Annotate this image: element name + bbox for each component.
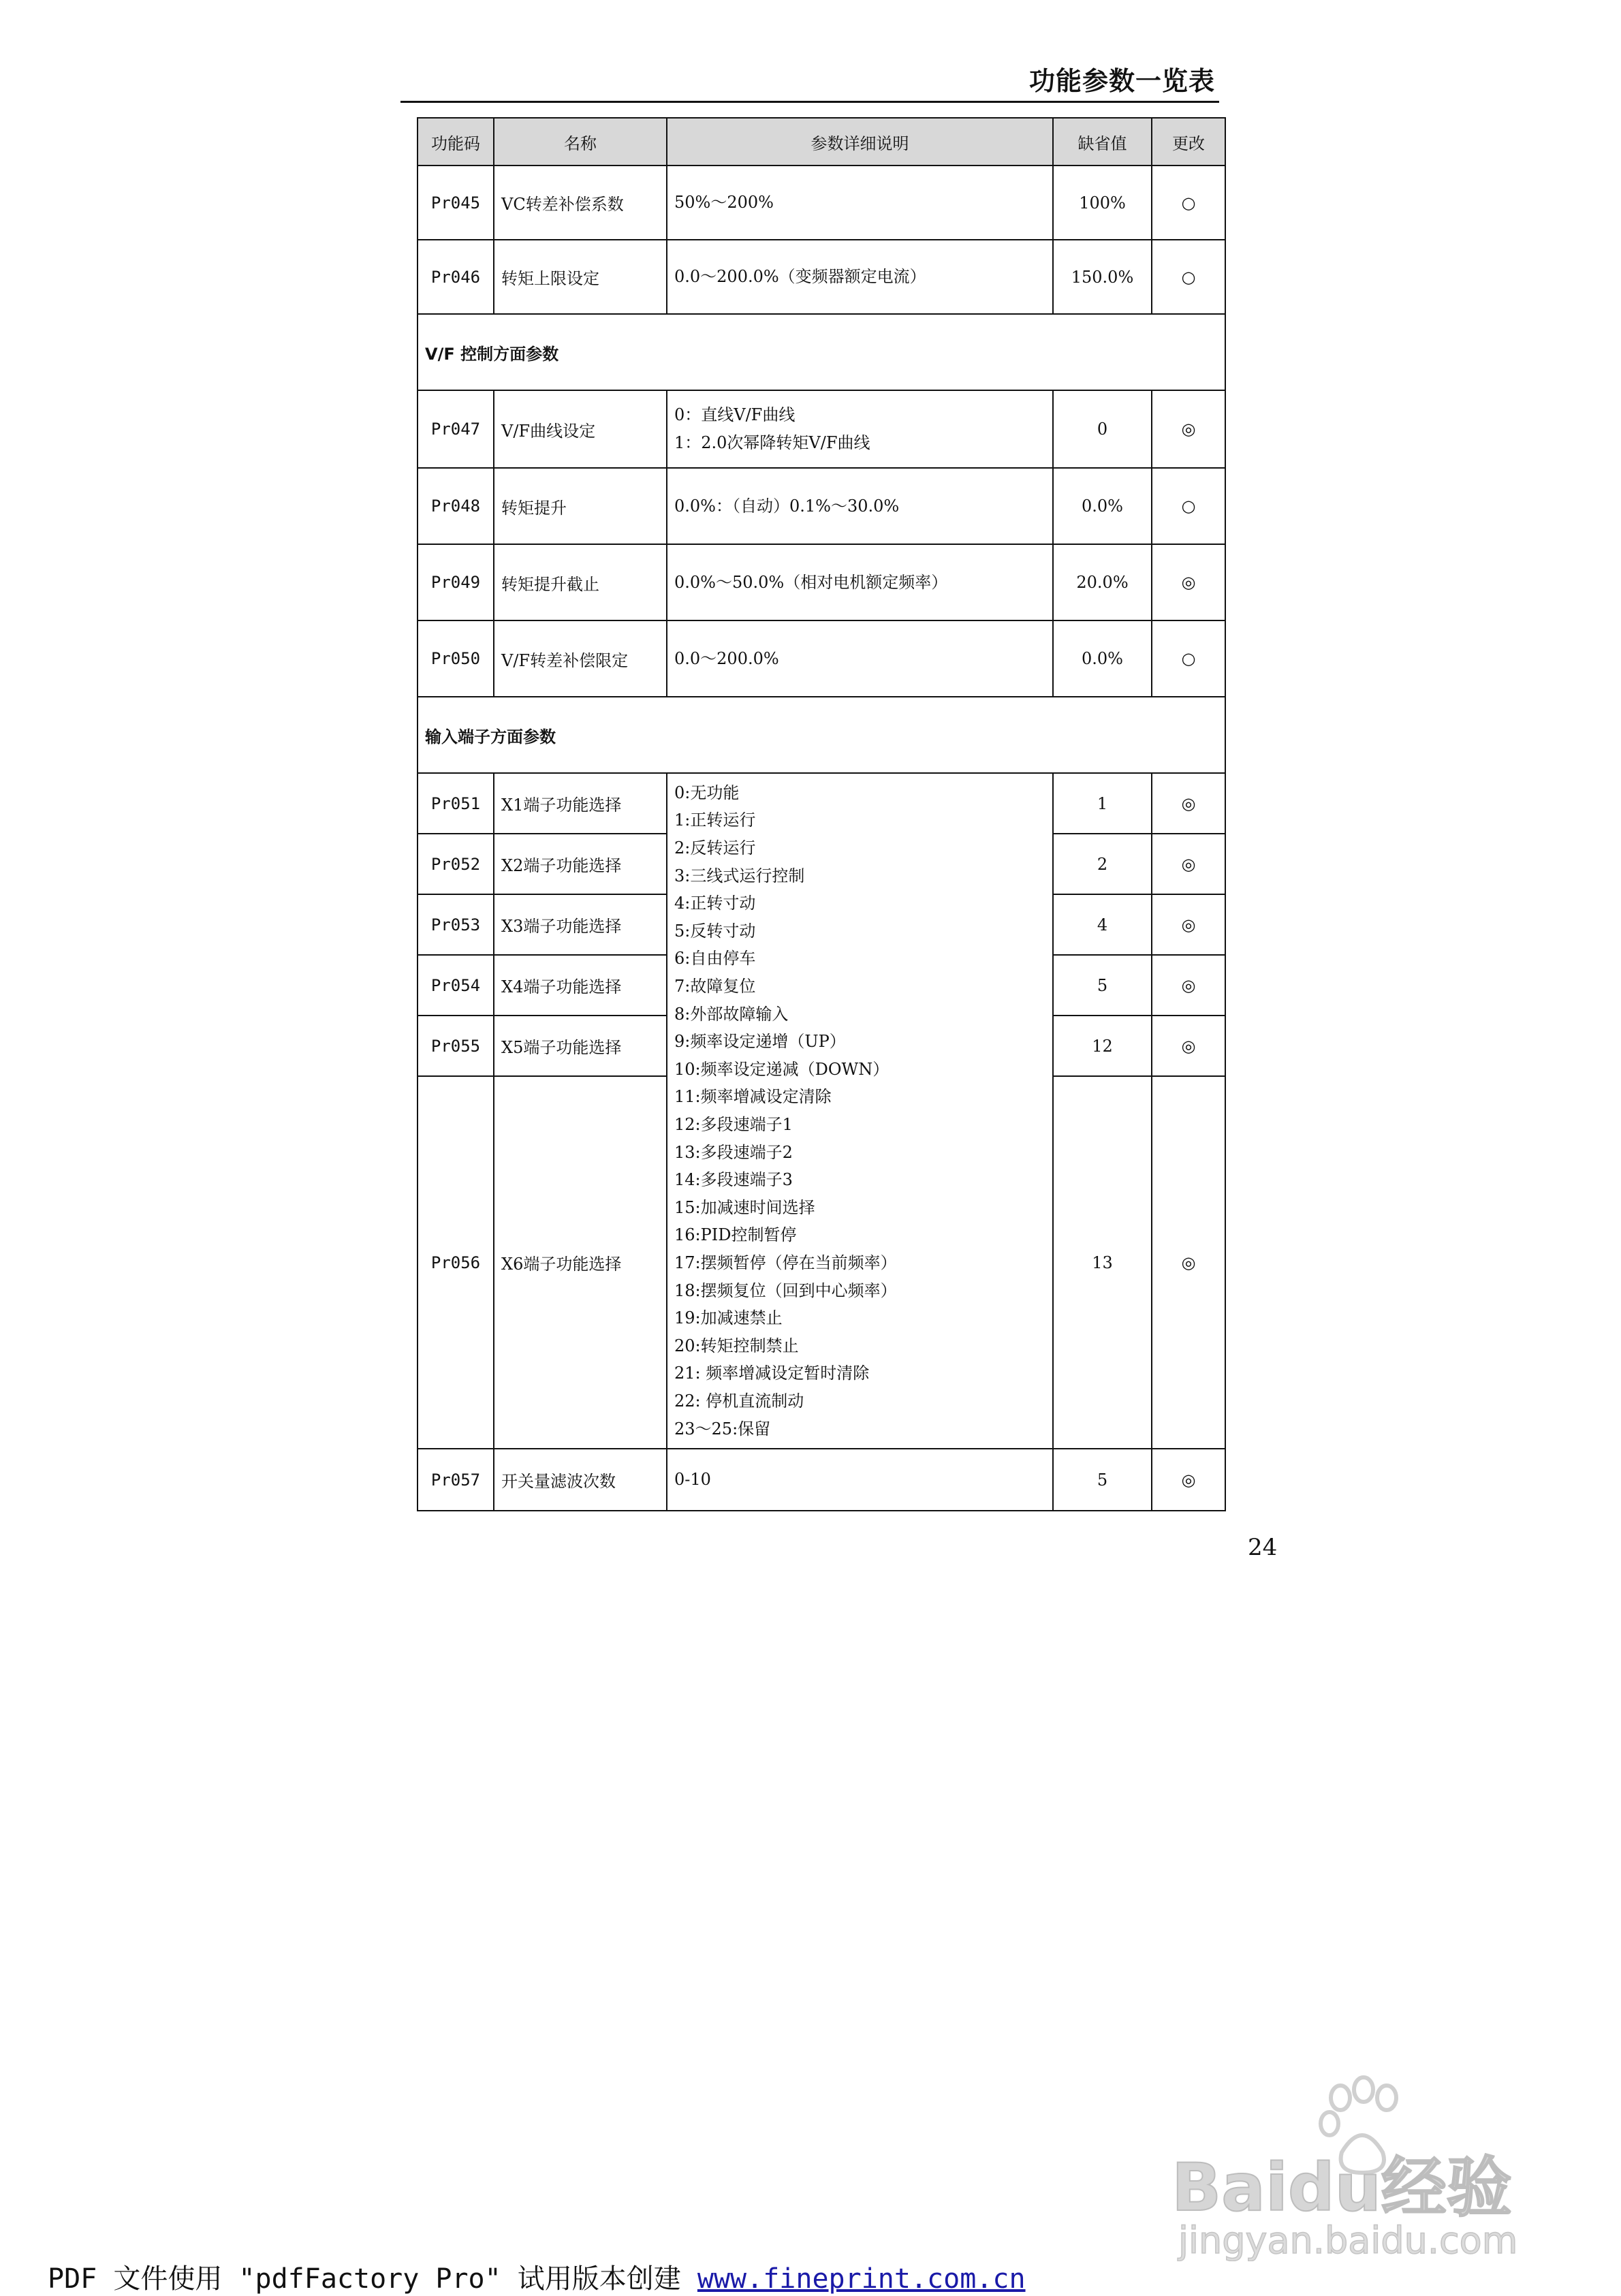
option-line: 6:自由停车 [674,949,756,969]
footer-text: PDF 文件使用 "pdfFactory Pro" 试用版本创建 [48,2263,697,2295]
column-header-default: 缺省值 [1053,118,1152,166]
option-line: 11:频率增减设定清除 [674,1087,832,1107]
param-description: 50%～200% [667,166,1053,240]
param-default: 12 [1053,1016,1152,1076]
param-change-mark: ◎ [1152,1076,1225,1449]
param-description: 0.0～200.0%（变频器额定电流） [667,240,1053,314]
param-default: 20.0% [1053,544,1152,620]
param-change-mark: ○ [1152,240,1225,314]
option-line: 19:加减速禁止 [674,1308,783,1328]
option-line: 13:多段速端子2 [674,1142,793,1162]
param-default: 150.0% [1053,240,1152,314]
param-name: X1端子功能选择 [494,773,667,834]
option-line: 22: 停机直流制动 [674,1391,804,1411]
baidu-jingyan-watermark [1158,2071,1539,2261]
column-header-code: 功能码 [418,118,494,166]
description-line: 0：直线V/F曲线 [674,405,796,425]
column-header-change: 更改 [1152,118,1225,166]
param-name: X3端子功能选择 [494,894,667,955]
param-default: 5 [1053,1449,1152,1511]
param-change-mark: ◎ [1152,773,1225,834]
param-name: X2端子功能选择 [494,834,667,894]
option-line: 2:反转运行 [674,838,756,858]
option-line: 3:三线式运行控制 [674,866,805,885]
watermark-domain: jingyan.baidu.com [1178,2219,1518,2261]
param-default: 1 [1053,773,1152,834]
param-name: 开关量滤波次数 [494,1449,667,1511]
table-row [418,240,1225,314]
option-line: 12:多段速端子1 [674,1115,793,1134]
option-line: 7:故障复位 [674,977,756,996]
param-code: Pr055 [418,1016,494,1076]
param-name: X6端子功能选择 [494,1076,667,1449]
param-change-mark: ○ [1152,468,1225,544]
param-code: Pr050 [418,620,494,697]
param-description [667,390,1053,468]
table-row [418,544,1225,620]
table-row [418,773,1225,834]
param-code: Pr057 [418,1449,494,1511]
param-description: 0-10 [667,1449,1053,1511]
param-change-mark: ◎ [1152,955,1225,1016]
option-line: 8:外部故障输入 [674,1004,789,1024]
param-name: 转矩提升截止 [494,544,667,620]
section-row [418,314,1225,390]
parameter-table [417,117,1226,1511]
section-row [418,697,1225,773]
watermark-brand: Baidu经验 [1171,2150,1512,2226]
option-line: 0:无功能 [674,783,740,802]
section-title-input: 输入端子方面参数 [418,697,1225,773]
param-name: X5端子功能选择 [494,1016,667,1076]
param-change-mark: ◎ [1152,544,1225,620]
param-code: Pr053 [418,894,494,955]
option-line: 14:多段速端子3 [674,1170,793,1190]
param-name: X4端子功能选择 [494,955,667,1016]
param-change-mark: ◎ [1152,834,1225,894]
param-change-mark: ○ [1152,620,1225,697]
param-code: Pr045 [418,166,494,240]
param-code: Pr047 [418,390,494,468]
param-default: 5 [1053,955,1152,1016]
pdf-footer [48,2257,1026,2296]
param-default: 13 [1053,1076,1152,1449]
table-row [418,468,1225,544]
param-default: 0 [1053,390,1152,468]
page-number: 24 [1248,1534,1278,1561]
param-description: 0.0%：（自动）0.1%～30.0% [667,468,1053,544]
table-row [418,620,1225,697]
table-row [418,1449,1225,1511]
option-line: 1:正转运行 [674,811,756,830]
terminal-function-options [667,773,1053,1449]
param-change-mark: ◎ [1152,390,1225,468]
table-header-row [418,118,1225,166]
param-name: V/F转差补偿限定 [494,620,667,697]
section-title-vf: V/F 控制方面参数 [418,314,1225,390]
option-line: 9:频率设定递增（UP） [674,1032,846,1052]
option-line: 15:加减速时间选择 [674,1197,815,1217]
option-line: 20:转矩控制禁止 [674,1336,799,1355]
param-name: 转矩提升 [494,468,667,544]
option-line: 10:频率设定递减（DOWN） [674,1059,890,1079]
option-line: 16:PID控制暂停 [674,1225,797,1245]
table-row [418,390,1225,468]
footer-link[interactable]: www.fineprint.com.cn [697,2263,1026,2295]
table-row [418,166,1225,240]
column-header-description: 参数详细说明 [667,118,1053,166]
option-line: 5:反转寸动 [674,921,756,941]
param-default: 0.0% [1053,620,1152,697]
option-line: 21: 频率增减设定暂时清除 [674,1364,870,1383]
page-header-title: 功能参数一览表 [1028,66,1215,96]
param-change-mark: ◎ [1152,1016,1225,1076]
param-code: Pr052 [418,834,494,894]
param-name: 转矩上限设定 [494,240,667,314]
option-line: 23～25:保留 [674,1419,771,1438]
description-line: 1：2.0次幂降转矩V/F曲线 [674,433,870,452]
param-description: 0.0～200.0% [667,620,1053,697]
option-line: 17:摆频暂停（停在当前频率） [674,1253,897,1272]
column-header-name: 名称 [494,118,667,166]
param-default: 100% [1053,166,1152,240]
param-code: Pr049 [418,544,494,620]
option-line: 4:正转寸动 [674,894,756,913]
param-default: 0.0% [1053,468,1152,544]
header-rule [400,101,1219,103]
param-code: Pr056 [418,1076,494,1449]
param-code: Pr048 [418,468,494,544]
option-line: 18:摆频复位（回到中心频率） [674,1280,897,1300]
param-name: V/F曲线设定 [494,390,667,468]
param-change-mark: ◎ [1152,1449,1225,1511]
param-default: 2 [1053,834,1152,894]
param-default: 4 [1053,894,1152,955]
param-code: Pr051 [418,773,494,834]
param-description: 0.0%～50.0%（相对电机额定频率） [667,544,1053,620]
param-code: Pr054 [418,955,494,1016]
param-code: Pr046 [418,240,494,314]
param-name: VC转差补偿系数 [494,166,667,240]
param-change-mark: ◎ [1152,894,1225,955]
param-change-mark: ○ [1152,166,1225,240]
